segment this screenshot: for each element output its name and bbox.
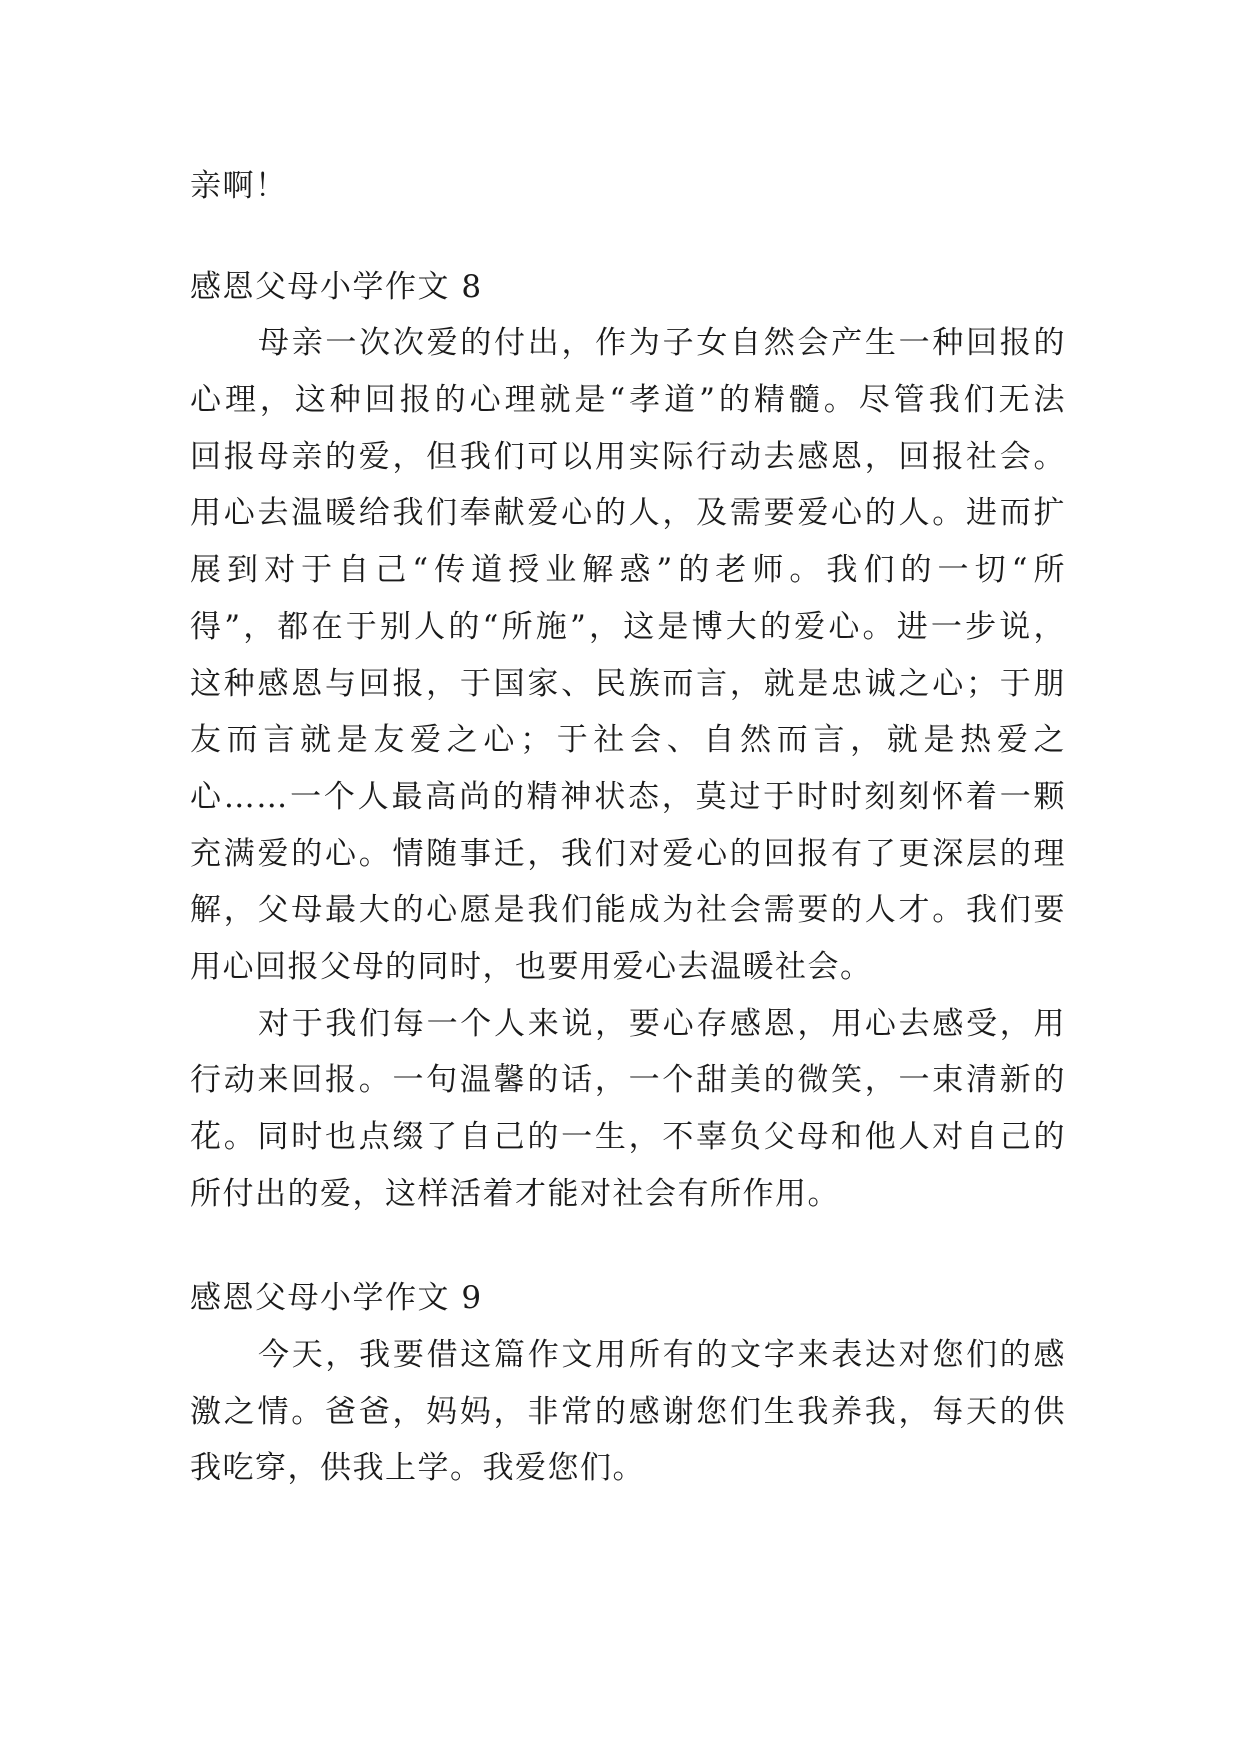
paragraph-line: 对于我们每一个人来说，要心存感恩，用心去感受，用 <box>258 1005 1066 1042</box>
paragraph-line: 回报母亲的爱，但我们可以用实际行动去感恩，回报社会。 <box>190 438 1066 475</box>
section-heading: 感恩父母小学作文 8 <box>190 268 483 305</box>
paragraph-line: 心理，这种回报的心理就是“孝道”的精髓。尽管我们无法 <box>190 382 1066 419</box>
section-heading: 感恩父母小学作文 9 <box>190 1280 483 1317</box>
section-spacer <box>190 1222 1066 1270</box>
paragraph-line: 行动来回报。一句温馨的话，一个甜美的微笑，一束清新的 <box>190 1062 1066 1099</box>
section-spacer <box>190 215 1066 259</box>
paragraph <box>190 315 1066 995</box>
paragraph-line: 用心去温暖给我们奉献爱心的人，及需要爱心的人。进而扩 <box>190 495 1066 532</box>
paragraph-line: 充满爱的心。情随事迁，我们对爱心的回报有了更深层的理 <box>190 835 1066 872</box>
paragraph-line: 展到对于自己“传道授业解惑”的老师。我们的一切“所 <box>190 552 1066 589</box>
paragraph-line: 所付出的爱，这样活着才能对社会有所作用。 <box>190 1175 840 1212</box>
paragraph-line: 花。同时也点缀了自己的一生，不辜负父母和他人对自己的 <box>190 1119 1066 1155</box>
paragraph-line: 母亲一次次爱的付出，作为子女自然会产生一种回报的 <box>258 325 1066 362</box>
paragraph-line: 用心回报父母的同时，也要用爱心去温暖社会。 <box>190 948 873 985</box>
paragraph <box>190 1327 1066 1497</box>
paragraph-line: 解，父母最大的心愿是我们能成为社会需要的人才。我们要 <box>190 892 1066 929</box>
paragraph-line: 这种感恩与回报，于国家、民族而言，就是忠诚之心；于朋 <box>190 665 1066 702</box>
paragraph-line: 心……一个人最高尚的精神状态，莫过于时时刻刻怀着一颗 <box>190 778 1066 815</box>
opening-line: 亲啊！ <box>190 168 288 204</box>
paragraph-line: 激之情。爸爸，妈妈，非常的感谢您们生我养我，每天的供 <box>190 1393 1066 1430</box>
paragraph-line: 友而言就是友爱之心；于社会、自然而言，就是热爱之 <box>190 722 1066 759</box>
paragraph-line: 我吃穿，供我上学。我爱您们。 <box>190 1450 645 1487</box>
document-body <box>190 158 1066 1497</box>
paragraph-line: 得”，都在于别人的“所施”，这是博大的爱心。进一步说， <box>190 608 1066 645</box>
paragraph-line: 今天，我要借这篇作文用所有的文字来表达对您们的感 <box>258 1337 1066 1374</box>
paragraph <box>190 996 1066 1223</box>
